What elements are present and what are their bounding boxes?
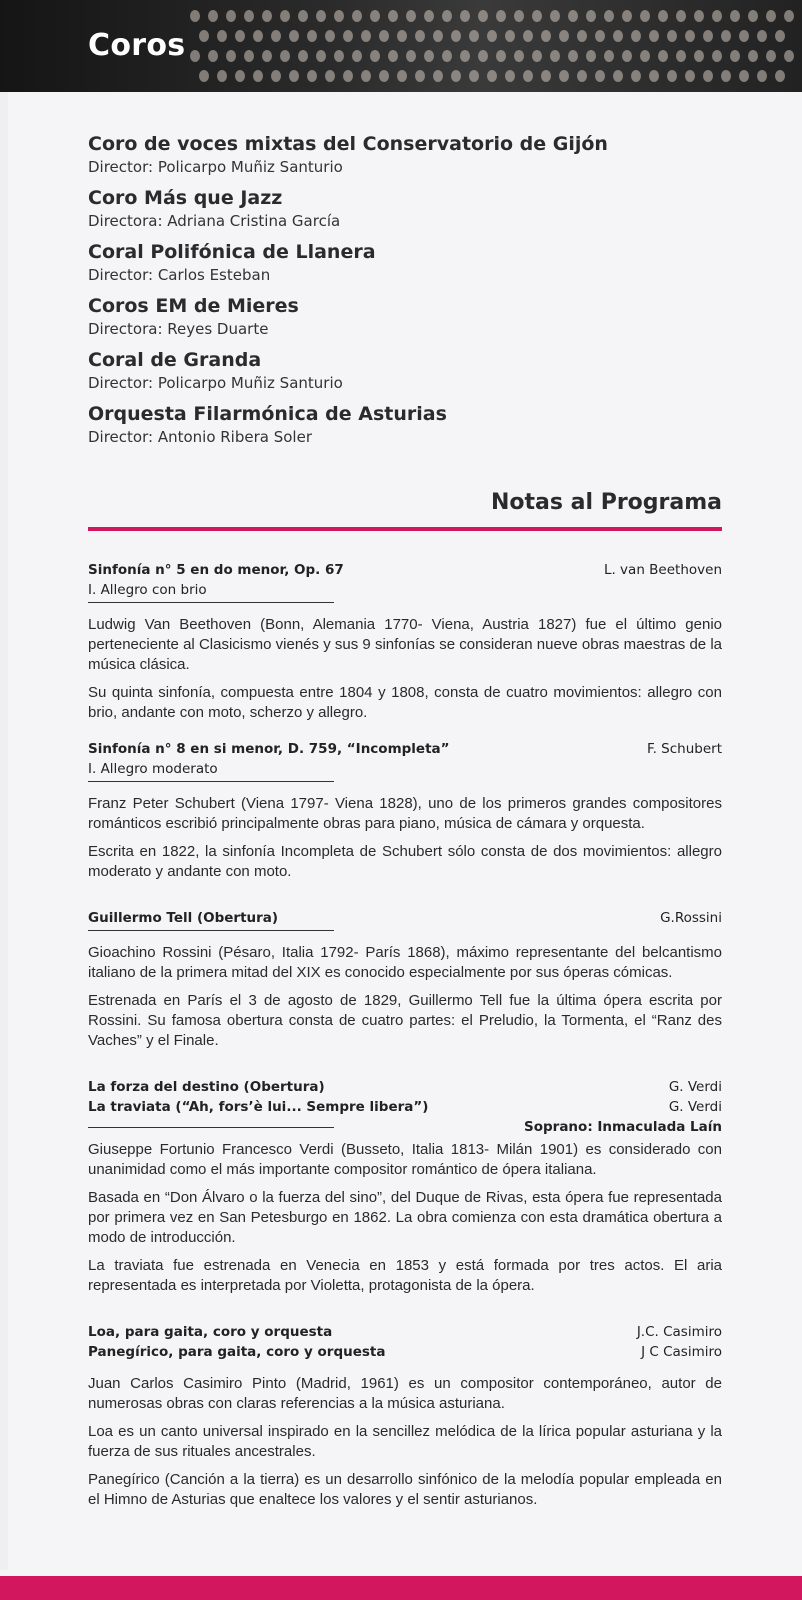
choir-entry xyxy=(88,402,728,448)
singer-silhouette xyxy=(622,50,632,62)
piece-composer: J.C. Casimiro xyxy=(636,1324,722,1340)
singer-silhouette xyxy=(442,10,452,22)
program-piece xyxy=(88,908,722,1051)
singer-silhouette xyxy=(757,30,767,42)
piece-composer: F. Schubert xyxy=(646,741,722,757)
note-paragraph: Su quinta sinfonía, compuesta entre 1804 y 1808, consta de cuatro movimientos: allegro con brio, andante con moto, scherzo y allegro. xyxy=(88,684,722,721)
singer-silhouette xyxy=(487,70,497,82)
singer-silhouette xyxy=(199,70,209,82)
program-piece xyxy=(88,560,722,723)
choir-name: Orquesta Filarmónica de Asturias xyxy=(88,403,447,425)
choir-name: Coro de voces mixtas del Conservatorio de Gijón xyxy=(88,133,608,155)
note-paragraph: Estrenada en París el 3 de agosto de 1829, Guillermo Tell fue la última ópera escrita por Rossini. Su famosa obertura consta de cuatro partes: el Preludio, la Tormenta, el “Ranz des Vaches” y el Finale. xyxy=(88,992,722,1049)
singer-silhouette xyxy=(208,10,218,22)
singer-silhouette xyxy=(361,30,371,42)
singer-silhouette xyxy=(190,50,200,62)
singer-silhouette xyxy=(325,30,335,42)
singer-silhouette xyxy=(541,30,551,42)
singer-silhouette xyxy=(199,30,209,42)
singer-silhouette xyxy=(739,70,749,82)
singer-silhouette xyxy=(271,30,281,42)
singer-silhouette xyxy=(298,10,308,22)
singer-silhouette xyxy=(649,30,659,42)
note-paragraph: Basada en “Don Álvaro o la fuerza del sino”, del Duque de Rivas, esta ópera fue representada por primera vez en San Petesburgo en 1862. La obra comienza con esta dramática obertura a modo de introducción. xyxy=(88,1189,722,1246)
singer-silhouette xyxy=(676,10,686,22)
singer-silhouette xyxy=(514,50,524,62)
singer-silhouette xyxy=(631,30,641,42)
singer-silhouette xyxy=(370,10,380,22)
singer-silhouette xyxy=(298,50,308,62)
singer-silhouette xyxy=(712,50,722,62)
singer-silhouette xyxy=(451,30,461,42)
singer-silhouette xyxy=(775,30,785,42)
note-paragraph: Gioachino Rossini (Pésaro, Italia 1792- París 1868), máximo representante del belcantismo italiano de la primera mitad del XIX es conocido especialmente por sus óperas cómicas. xyxy=(88,944,722,981)
choir-director: Director: Carlos Esteban xyxy=(88,266,271,284)
singer-silhouette xyxy=(739,30,749,42)
singer-silhouette xyxy=(541,70,551,82)
singer-silhouette xyxy=(415,30,425,42)
singer-silhouette xyxy=(523,30,533,42)
singer-silhouette xyxy=(757,70,767,82)
singer-silhouette xyxy=(406,10,416,22)
singer-silhouette xyxy=(289,70,299,82)
singer-silhouette xyxy=(262,10,272,22)
singer-silhouette xyxy=(388,10,398,22)
singer-silhouette xyxy=(721,30,731,42)
heading-underline xyxy=(88,602,334,603)
singer-silhouette xyxy=(640,10,650,22)
singer-silhouette xyxy=(316,10,326,22)
singer-silhouette xyxy=(379,30,389,42)
singer-silhouette xyxy=(766,10,776,22)
singer-silhouette xyxy=(487,30,497,42)
piece-composer: G. Verdi xyxy=(668,1079,722,1095)
piece-movement: I. Allegro con brio xyxy=(88,582,207,598)
singer-silhouette xyxy=(667,30,677,42)
singer-silhouette xyxy=(586,10,596,22)
singer-silhouette xyxy=(325,70,335,82)
piece-composer: G.Rossini xyxy=(660,910,722,926)
singer-silhouette xyxy=(190,10,200,22)
soloist: Soprano: Inmaculada Laín xyxy=(524,1119,722,1135)
singer-silhouette xyxy=(262,50,272,62)
singer-silhouette xyxy=(748,10,758,22)
singer-silhouette xyxy=(397,70,407,82)
singer-silhouette xyxy=(595,70,605,82)
singer-silhouette xyxy=(352,50,362,62)
singer-silhouette xyxy=(307,30,317,42)
piece-composer: J C Casimiro xyxy=(641,1344,722,1360)
singer-silhouette xyxy=(415,70,425,82)
singer-silhouette xyxy=(568,10,578,22)
choir-director: Director: Policarpo Muñiz Santurio xyxy=(88,158,343,176)
singer-silhouette xyxy=(469,30,479,42)
singer-silhouette xyxy=(505,30,515,42)
singer-silhouette xyxy=(532,50,542,62)
singer-silhouette xyxy=(451,70,461,82)
singer-silhouette xyxy=(235,30,245,42)
singer-silhouette xyxy=(244,10,254,22)
singer-silhouette xyxy=(730,10,740,22)
singer-silhouette xyxy=(442,50,452,62)
singer-silhouette xyxy=(550,50,560,62)
notes-heading: Notas al Programa xyxy=(491,490,722,515)
singer-silhouette xyxy=(514,10,524,22)
singer-silhouette xyxy=(379,70,389,82)
singer-silhouette xyxy=(253,30,263,42)
singer-silhouette xyxy=(424,10,434,22)
note-paragraph: Panegírico (Canción a la tierra) es un desarrollo sinfónico de la melodía popular empleada en el Himno de Asturias que enaltece los valores y el sentir asturianos. xyxy=(88,1471,722,1508)
singer-silhouette xyxy=(622,10,632,22)
piece-title: Loa, para gaita, coro y orquesta xyxy=(88,1324,333,1340)
singer-silhouette xyxy=(676,50,686,62)
singer-silhouette xyxy=(433,70,443,82)
singer-silhouette xyxy=(226,10,236,22)
singer-silhouette xyxy=(532,10,542,22)
singer-silhouette xyxy=(577,30,587,42)
singer-silhouette xyxy=(568,50,578,62)
choir-entry xyxy=(88,240,728,286)
singer-silhouette xyxy=(280,10,290,22)
page-title: Coros xyxy=(88,28,186,63)
choir-entry xyxy=(88,132,728,178)
singer-silhouette xyxy=(685,70,695,82)
singer-silhouette xyxy=(721,70,731,82)
piece-title: La forza del destino (Obertura) xyxy=(88,1079,325,1095)
note-paragraph: Franz Peter Schubert (Viena 1797- Viena 1828), uno de los primeros grandes compositores románticos escribió principalmente obras para piano, música de cámara y orquesta. xyxy=(88,795,722,832)
singer-silhouette xyxy=(766,50,776,62)
singer-silhouette xyxy=(352,10,362,22)
singer-silhouette xyxy=(460,50,470,62)
note-paragraph: Loa es un canto universal inspirado en la sencillez melódica de la lírica popular asturiana y la fuerza de sus rituales ancestrales. xyxy=(88,1423,722,1460)
singer-silhouette xyxy=(217,70,227,82)
heading-underline xyxy=(88,930,334,931)
note-paragraph: Ludwig Van Beethoven (Bonn, Alemania 1770- Viena, Austria 1827) fue el último genio perteneciente al Clasicismo vienés y sus 9 sinfonías se consideran nueve obras maestras de la música clásica. xyxy=(88,616,722,673)
singer-silhouette xyxy=(208,50,218,62)
piece-movement: I. Allegro moderato xyxy=(88,761,218,777)
footer-accent-bar xyxy=(0,1576,802,1600)
singer-silhouette xyxy=(496,50,506,62)
singer-silhouette xyxy=(235,70,245,82)
singer-silhouette xyxy=(496,10,506,22)
choir-entry xyxy=(88,186,728,232)
singer-silhouette xyxy=(505,70,515,82)
singer-silhouette xyxy=(361,70,371,82)
singer-silhouette xyxy=(253,70,263,82)
choir-director: Director: Antonio Ribera Soler xyxy=(88,428,312,446)
piece-title: Panegírico, para gaita, coro y orquesta xyxy=(88,1344,386,1360)
singer-silhouette xyxy=(478,50,488,62)
singer-silhouette xyxy=(640,50,650,62)
choir-name: Coros EM de Mieres xyxy=(88,295,299,317)
singer-silhouette xyxy=(613,70,623,82)
singer-silhouette xyxy=(730,50,740,62)
singer-silhouette xyxy=(433,30,443,42)
piece-title: Guillermo Tell (Obertura) xyxy=(88,910,279,926)
piece-title: Sinfonía n° 5 en do menor, Op. 67 xyxy=(88,562,344,578)
singer-silhouette xyxy=(424,50,434,62)
singer-silhouette xyxy=(694,10,704,22)
singer-silhouette xyxy=(370,50,380,62)
choir-list xyxy=(88,132,728,456)
singer-silhouette xyxy=(460,10,470,22)
program-piece xyxy=(88,1322,722,1510)
program-notes xyxy=(88,560,722,1526)
program-piece xyxy=(88,739,722,882)
singer-silhouette xyxy=(586,50,596,62)
choir-entry xyxy=(88,348,728,394)
singer-silhouette xyxy=(217,30,227,42)
note-paragraph: Giuseppe Fortunio Francesco Verdi (Busseto, Italia 1813- Milán 1901) es considerado con unanimidad como el más importante compositor romántico de ópera italiana. xyxy=(88,1141,722,1178)
singer-silhouette xyxy=(244,50,254,62)
choir-director: Directora: Adriana Cristina García xyxy=(88,212,341,230)
singer-silhouette xyxy=(307,70,317,82)
singer-silhouette xyxy=(397,30,407,42)
singer-silhouette xyxy=(343,70,353,82)
choir-name: Coral de Granda xyxy=(88,349,262,371)
singer-silhouette xyxy=(280,50,290,62)
singer-silhouette xyxy=(406,50,416,62)
singer-silhouette xyxy=(784,10,794,22)
piece-title: La traviata (“Ah, fors’è lui... Sempre libera”) xyxy=(88,1099,429,1115)
singer-silhouette xyxy=(775,70,785,82)
note-paragraph: Escrita en 1822, la sinfonía Incompleta de Schubert sólo consta de dos movimientos: allegro moderato y andante con moto. xyxy=(88,843,722,880)
singer-silhouette xyxy=(334,10,344,22)
singer-silhouette xyxy=(784,50,794,62)
singer-silhouette xyxy=(316,50,326,62)
singer-silhouette xyxy=(703,30,713,42)
note-paragraph: La traviata fue estrenada en Venecia en 1853 y está formada por tres actos. El aria representada es interpretada por Violetta, protagonista de la ópera. xyxy=(88,1257,722,1294)
singer-silhouette xyxy=(604,50,614,62)
singer-silhouette xyxy=(289,30,299,42)
singer-silhouette xyxy=(469,70,479,82)
singer-silhouette xyxy=(559,70,569,82)
program-piece xyxy=(88,1077,722,1296)
header-banner xyxy=(0,0,802,92)
choir-director: Director: Policarpo Muñiz Santurio xyxy=(88,374,343,392)
choir-name: Coral Polifónica de Llanera xyxy=(88,241,376,263)
page-edge xyxy=(0,92,8,1570)
singer-silhouette xyxy=(667,70,677,82)
singer-silhouette xyxy=(523,70,533,82)
singer-silhouette xyxy=(550,10,560,22)
singer-silhouette xyxy=(694,50,704,62)
singer-silhouette xyxy=(712,10,722,22)
singer-silhouette xyxy=(613,30,623,42)
heading-underline xyxy=(88,781,334,782)
singer-silhouette xyxy=(748,50,758,62)
singer-silhouette xyxy=(559,30,569,42)
singer-silhouette xyxy=(478,10,488,22)
singer-silhouette xyxy=(343,30,353,42)
choir-name: Coro Más que Jazz xyxy=(88,187,283,209)
singer-silhouette xyxy=(577,70,587,82)
piece-composer: G. Verdi xyxy=(668,1099,722,1115)
piece-composer: L. van Beethoven xyxy=(603,562,722,578)
choir-entry xyxy=(88,294,728,340)
piece-title: Sinfonía n° 8 en si menor, D. 759, “Incompleta” xyxy=(88,741,450,757)
singer-silhouette xyxy=(604,10,614,22)
singer-silhouette xyxy=(388,50,398,62)
singer-silhouette xyxy=(226,50,236,62)
singer-silhouette xyxy=(658,10,668,22)
singer-silhouette xyxy=(595,30,605,42)
heading-underline xyxy=(88,1127,334,1128)
accent-divider xyxy=(88,527,722,531)
singer-silhouette xyxy=(703,70,713,82)
singer-silhouette xyxy=(334,50,344,62)
singer-silhouette xyxy=(685,30,695,42)
singer-silhouette xyxy=(271,70,281,82)
singer-silhouette xyxy=(631,70,641,82)
singer-silhouette xyxy=(658,50,668,62)
singer-silhouette xyxy=(649,70,659,82)
note-paragraph: Juan Carlos Casimiro Pinto (Madrid, 1961) es un compositor contemporáneo, autor de numerosas obras con claras referencias a la música asturiana. xyxy=(88,1375,722,1412)
choir-director: Directora: Reyes Duarte xyxy=(88,320,269,338)
